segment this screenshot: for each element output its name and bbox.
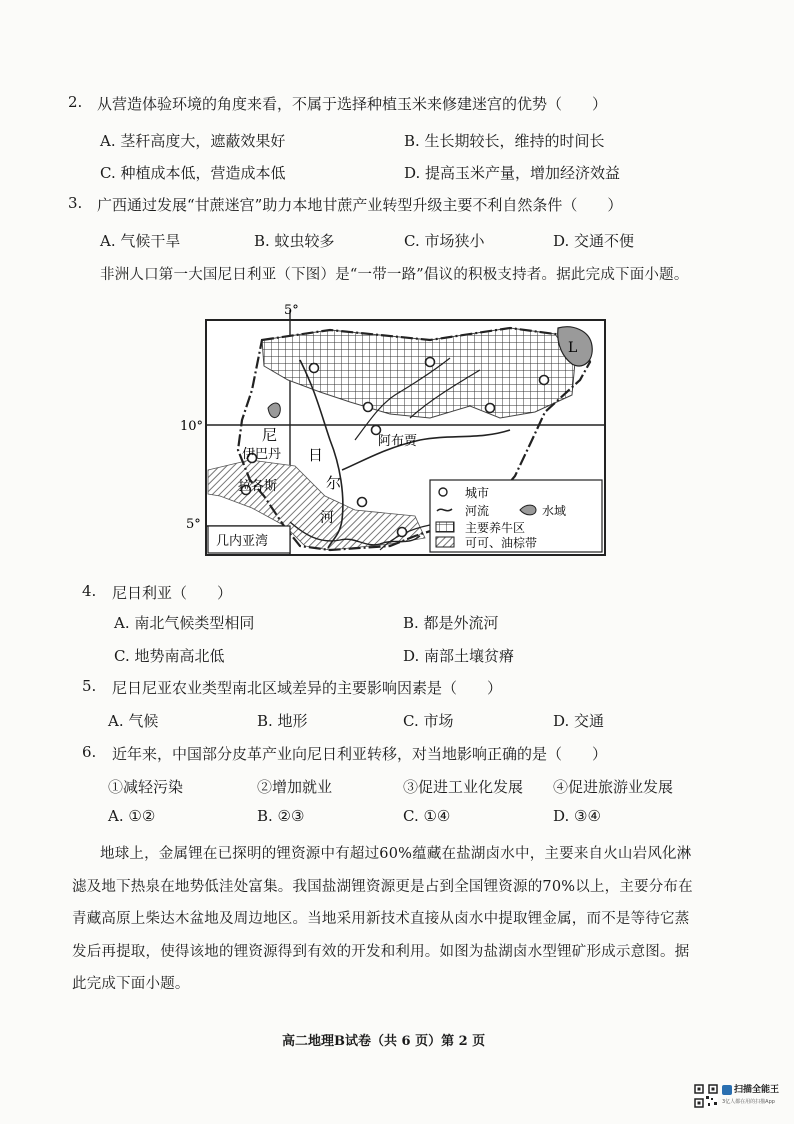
lat-10-label: 10° [180,419,204,434]
city-marker [540,376,549,385]
q5-option-d: D. 交通 [553,712,605,730]
city-marker [310,364,319,373]
q5-number: 5. [82,677,97,695]
passage-line-5: 此完成下面小题。 [72,976,190,992]
page-footer: 高二地理B试卷（共 6 页）第 2 页 [282,1034,486,1049]
q2-stem: 从营造体验环境的角度来看，不属于选择种植玉米来修建迷宫的优势（ ） [97,95,608,113]
q2-option-c: C. 种植成本低，营造成本低 [100,164,286,182]
q2-number: 2. [68,93,83,111]
legend-water: 水域 [542,504,567,518]
passage-line-4: 发后再提取，使得该地的锂资源得到有效的开发和利用。如图为盐湖卤水型锂矿形成示意图。据 [72,944,690,960]
q6-option-b: B. ②③ [257,807,305,825]
country-char-3: 尔 [326,474,342,492]
q3-stem: 广西通过发展“甘蔗迷宫”助力本地甘蔗产业转型升级主要不利自然条件（ ） [97,196,623,214]
scanner-brand: 扫描全能王 [734,1085,780,1095]
q6-statement-2: ②增加就业 [257,778,333,796]
q6-statement-4: ④促进旅游业发展 [553,778,674,796]
q5-option-c: C. 市场 [403,712,454,730]
city-lagos-label: 拉各斯 [238,479,278,494]
q6-option-a: A. ①② [108,807,156,825]
scanner-watermark [694,1082,782,1112]
q4-number: 4. [82,582,97,600]
q6-option-d: D. ③④ [553,807,601,825]
q2-option-b: B. 生长期较长，维持的时间长 [404,132,605,150]
q6-option-c: C. ①④ [403,807,451,825]
q5-option-a: A. 气候 [108,712,159,730]
legend-city-icon [439,488,447,496]
lon-5-label: 5° [284,303,299,318]
lake-label: L [568,340,578,356]
q3-option-b: B. 蚊虫较多 [254,232,335,250]
q6-statement-1: ①减轻污染 [108,778,184,796]
city-marker [486,404,495,413]
city-marker [426,358,435,367]
q6-statement-3: ③促进工业化发展 [403,778,524,796]
nigeria-intro: 非洲人口第一大国尼日利亚（下图）是“一带一路”倡议的积极支持者。据此完成下面小题。 [100,267,689,283]
q3-number: 3. [68,194,83,212]
q4-option-a: A. 南北气候类型相同 [114,614,255,632]
city-ibadan-label: 伊巴丹 [242,447,282,462]
qr-code-icon [694,1084,718,1108]
city-abuja-label: 阿布贾 [378,434,418,449]
q4-option-d: D. 南部土壤贫瘠 [403,647,515,665]
scanner-subtitle: 3亿人都在用的扫描App [722,1099,775,1105]
scanner-logo-icon [722,1085,732,1095]
legend-cattle: 主要养牛区 [465,521,526,535]
legend-cattle-icon [436,522,454,532]
q5-stem: 尼日尼亚农业类型南北区域差异的主要影响因素是（ ） [112,679,503,697]
legend-city: 城市 [465,486,490,500]
q6-stem: 近年来，中国部分皮革产业向尼日利亚转移，对当地影响正确的是（ ） [112,745,608,763]
q4-stem: 尼日利亚（ ） [112,584,233,602]
q3-option-c: C. 市场狭小 [404,232,485,250]
passage-line-2: 滤及地下热泉在地势低洼处富集。我国盐湖锂资源更是占到全国锂资源的70%以上，主要分布在 [72,879,693,895]
q4-option-c: C. 地势南高北低 [114,647,225,665]
legend-cocoa: 可可、油棕带 [465,536,538,550]
legend-cocoa-icon [436,537,454,547]
q3-option-d: D. 交通不便 [553,232,635,250]
q5-option-b: B. 地形 [257,712,308,730]
country-char-1: 尼 [262,426,278,444]
q3-option-a: A. 气候干旱 [100,232,181,250]
gulf-label: 几内亚湾 [216,534,269,549]
nigeria-map [180,300,610,565]
q6-number: 6. [82,743,97,761]
city-marker [398,528,407,537]
country-char-2: 日 [308,446,324,464]
q4-option-b: B. 都是外流河 [403,614,499,632]
q2-option-d: D. 提高玉米产量，增加经济效益 [404,164,621,182]
lat-5-label: 5° [186,517,201,532]
passage-line-3: 青藏高原上柴达木盆地及周边地区。当地采用新技术直接从卤水中提取锂金属，而不是等待它蒸 [72,911,690,927]
river-char: 河 [320,510,334,526]
city-marker [364,403,373,412]
q2-option-a: A. 茎秆高度大，遮蔽效果好 [100,132,286,150]
legend-river: 河流 [465,504,490,518]
city-marker [358,498,367,507]
passage-line-1: 地球上，金属锂在已探明的锂资源中有超过60%蕴藏在盐湖卤水中，主要来自火山岩风化淋 [100,846,692,862]
